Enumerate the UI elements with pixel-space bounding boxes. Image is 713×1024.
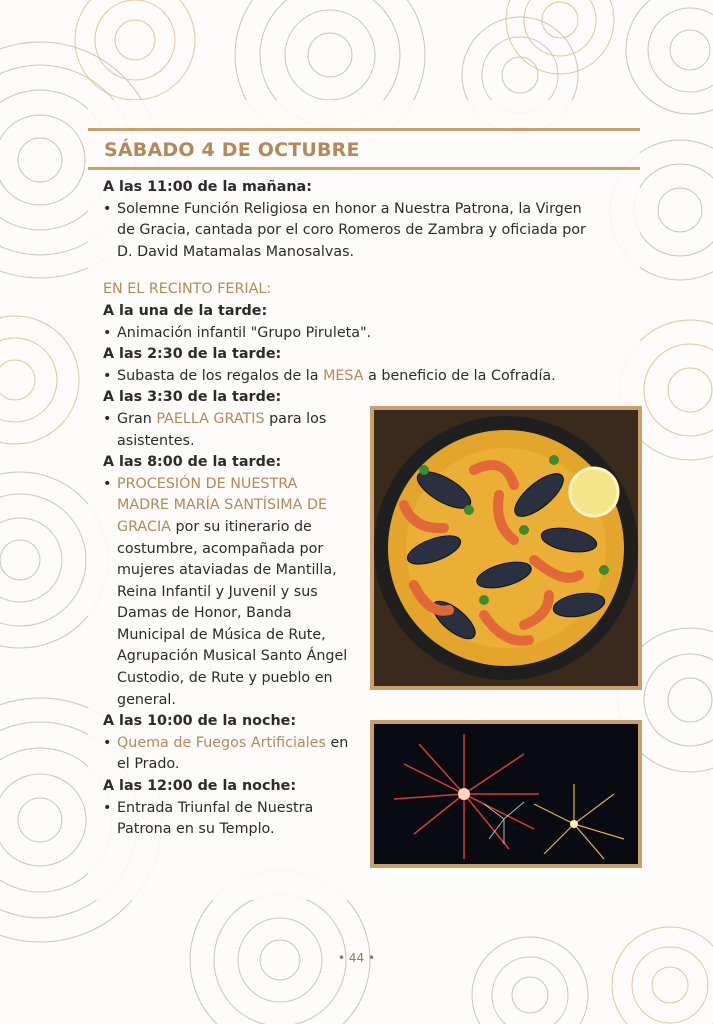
heading-block — [88, 128, 640, 170]
bottom-rule — [88, 167, 640, 170]
list-item — [103, 199, 603, 264]
event-time: A la una de la tarde: — [103, 302, 268, 319]
list-item — [103, 366, 603, 388]
description-text: Subasta de los regalos de la — [117, 367, 324, 384]
bullet: • — [103, 734, 112, 751]
event-description — [117, 474, 353, 712]
list-item — [103, 323, 603, 345]
description-text: Gran — [117, 410, 157, 427]
bullet: • — [103, 367, 112, 384]
description-text: para los asistentes. — [117, 410, 327, 449]
event-description: Solemne Función Religiosa en honor a Nuestra Patrona, la Virgen de Gracia, cantada por el coro Romeros de Zambra y oficiada por D. David Matamalas Manosalvas. — [117, 200, 586, 260]
event-description — [117, 733, 353, 776]
highlight-paella: PAELLA GRATIS — [156, 410, 265, 427]
bullet: • — [103, 200, 112, 217]
event-time: A las 8:00 de la tarde: — [103, 454, 282, 471]
highlight-procesion: PROCESIÓN DE NUESTRA MADRE MARÍA SANTÍSIMA DE GRACIA — [117, 475, 327, 535]
bullet: • — [103, 799, 112, 816]
event-description — [117, 409, 353, 452]
list-item — [103, 733, 353, 776]
highlight-fuegos: Quema de Fuegos Artificiales — [117, 734, 326, 751]
event-time: A las 12:00 de la noche: — [103, 778, 297, 795]
section-label: EN EL RECINTO FERIAL: — [103, 281, 272, 298]
list-item — [103, 798, 353, 841]
page-number: • 44 • — [337, 951, 376, 965]
highlight-mesa: MESA — [323, 367, 364, 384]
bullet: • — [103, 475, 112, 492]
paella-photo — [370, 406, 642, 690]
bullet: • — [103, 410, 112, 427]
description-text: por su itinerario de costumbre, acompañada por mujeres ataviadas de Mantilla, Reina Infantil y Juvenil y sus Damas de Honor, Banda Municipal de Música de Rute, Agrupación Musical Santo Ángel Custodio, de Rute y pueblo en general. — [117, 518, 348, 708]
list-item — [103, 474, 353, 712]
event-description: Animación infantil "Grupo Piruleta". — [117, 324, 372, 341]
fireworks-photo — [370, 720, 642, 868]
page-title: SÁBADO 4 DE OCTUBRE — [104, 139, 360, 161]
event-description — [117, 366, 556, 388]
event-time: A las 3:30 de la tarde: — [103, 389, 282, 406]
event-description: Entrada Triunfal de Nuestra Patrona en su Templo. — [117, 799, 314, 838]
bullet: • — [103, 324, 112, 341]
event-time: A las 10:00 de la noche: — [103, 713, 297, 730]
event-time: A las 11:00 de la mañana: — [103, 179, 312, 195]
description-text: a beneficio de la Cofradía. — [363, 367, 556, 384]
event-time: A las 2:30 de la tarde: — [103, 346, 282, 363]
description-text: en el Prado. — [117, 734, 349, 773]
list-item — [103, 409, 353, 452]
